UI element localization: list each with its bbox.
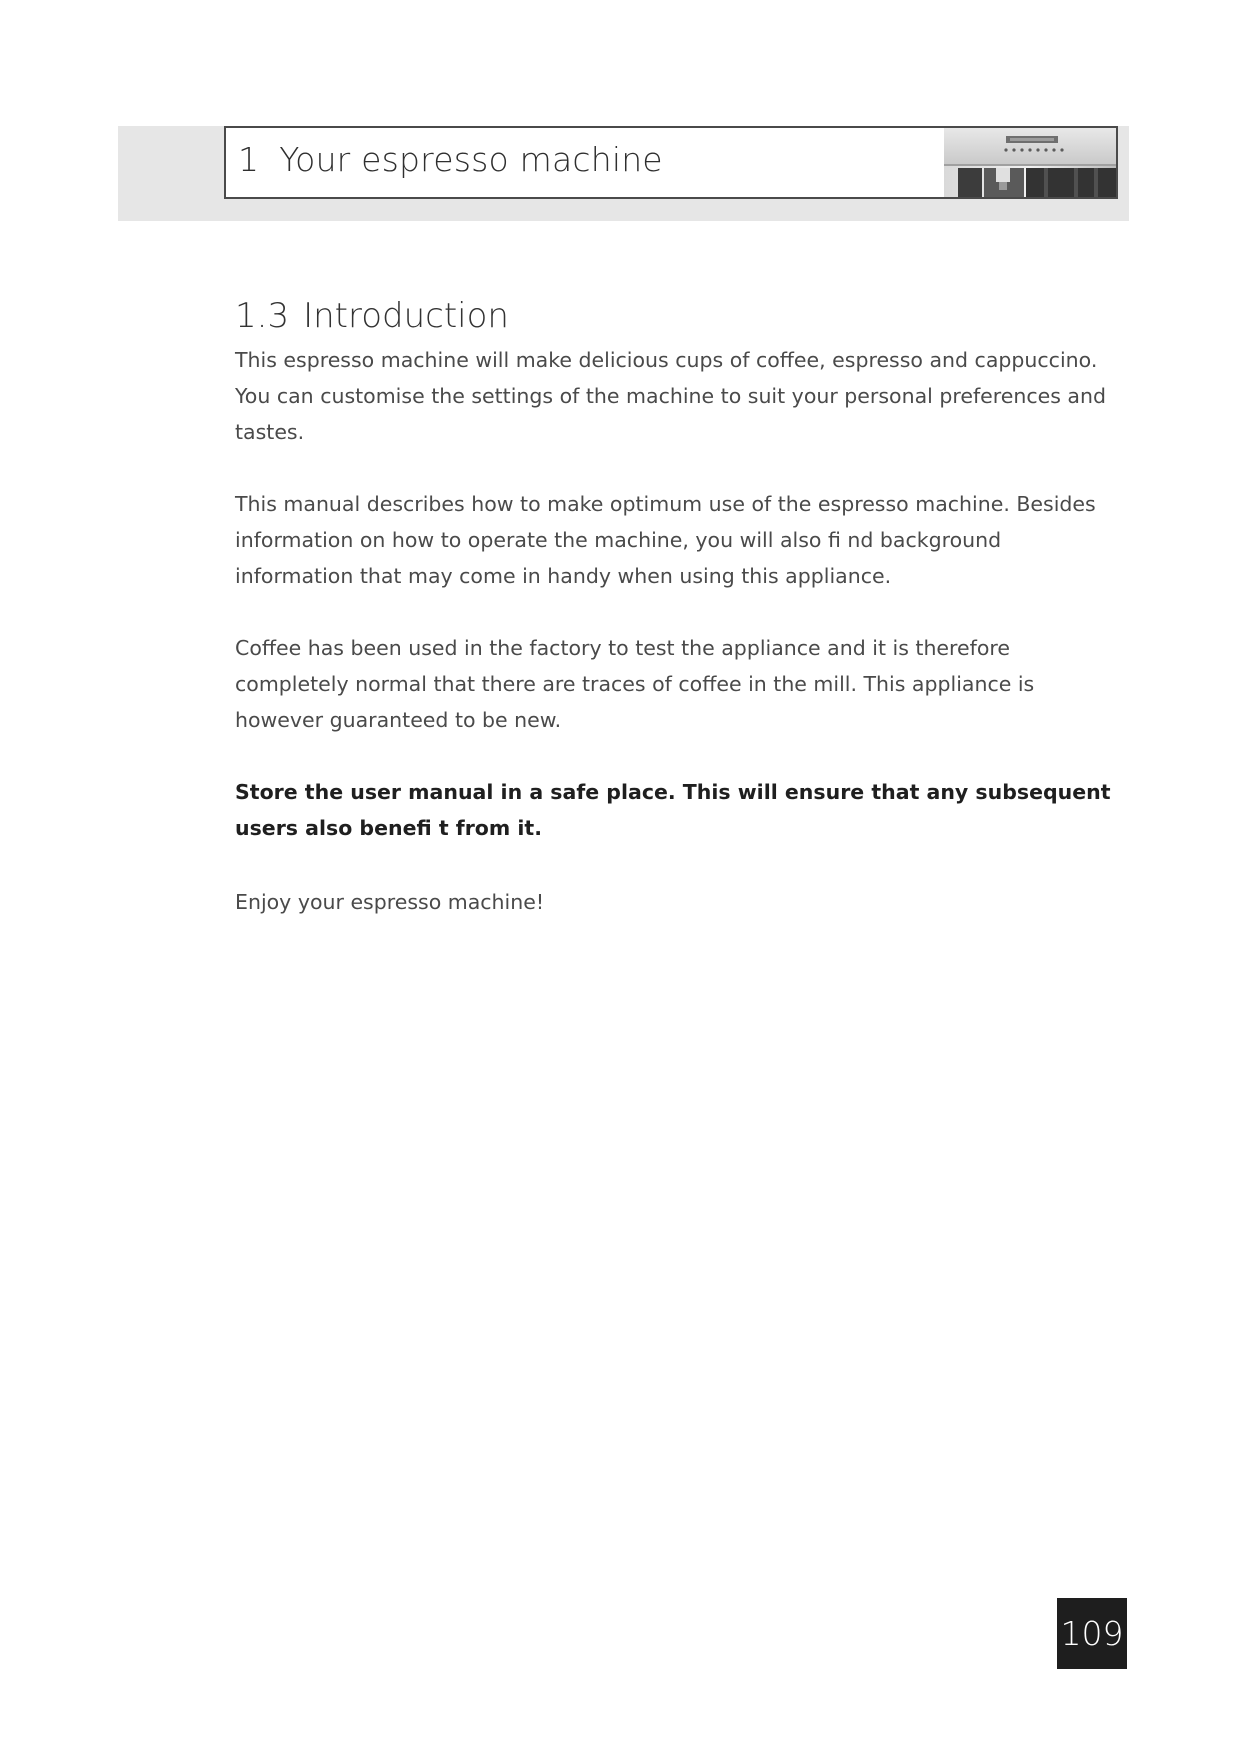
chapter-title xyxy=(238,140,663,179)
espresso-machine-icon xyxy=(944,128,1116,197)
chapter-title-text: Your espresso machine xyxy=(279,140,663,179)
section-number: 1.3 xyxy=(235,296,290,336)
chapter-number: 1 xyxy=(238,140,260,179)
section-body xyxy=(235,342,1125,956)
section-title: Introduction xyxy=(303,296,509,336)
section-heading xyxy=(235,296,509,336)
paragraph-manual: This manual describes how to make optimum use of the espresso machine. Besides information on how to operate the machine, you will also fi nd background information that may come in handy when using this appliance. xyxy=(235,492,1096,588)
closing-line: Enjoy your espresso machine! xyxy=(235,890,545,914)
bold-note: Store the user manual in a safe place. This will ensure that any subsequent users also benefi t from it. xyxy=(235,780,1111,840)
page-number: 109 xyxy=(1057,1598,1127,1669)
paragraph-intro: This espresso machine will make delicious cups of coffee, espresso and cappuccino. You can customise the settings of the machine to suit your personal preferences and tastes. xyxy=(235,348,1106,444)
paragraph-factory-test: Coffee has been used in the factory to test the appliance and it is therefore completely normal that there are traces of coffee in the mill. This appliance is however guaranteed to be new. xyxy=(235,636,1035,732)
chapter-header xyxy=(224,126,1118,199)
